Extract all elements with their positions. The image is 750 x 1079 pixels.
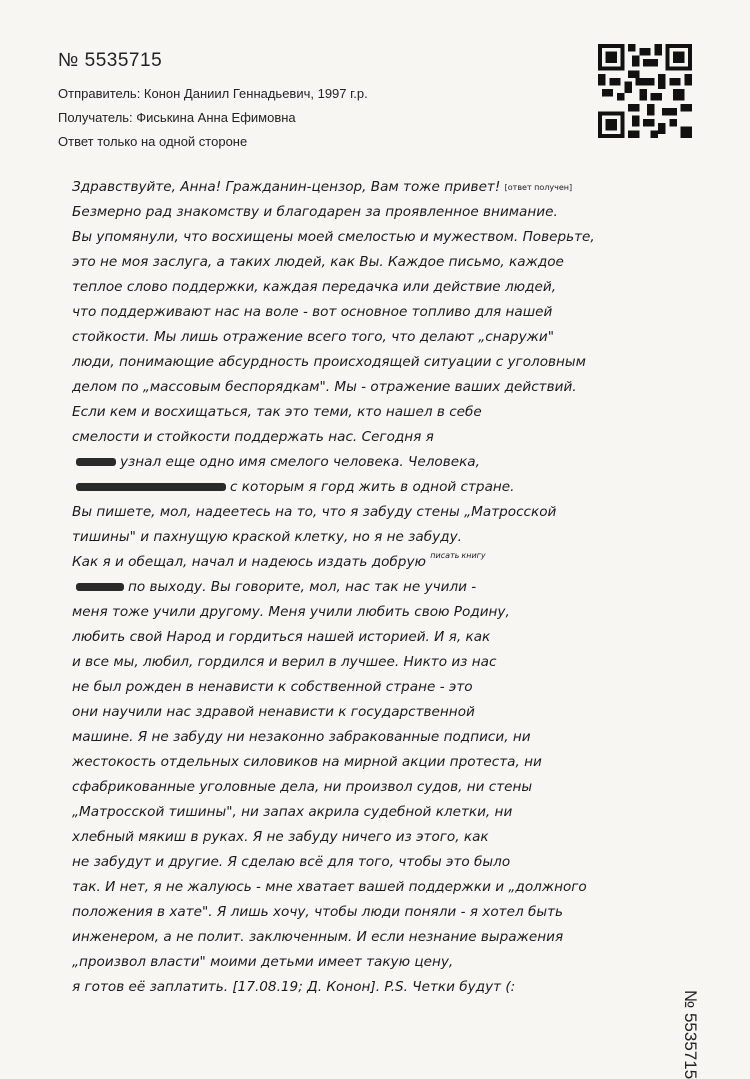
letter-line: Если кем и восхищаться, так это теми, кто нашел в себе (72, 404, 482, 420)
letter-line: любить свой Народ и гордиться нашей историей. И я, как (72, 629, 491, 645)
letter-line: жестокость отдельных силовиков на мирной акции протеста, ни (72, 754, 542, 770)
letter-number: № 5535715 (58, 50, 163, 71)
letter-line: с которым я горд жить в одной стране. (72, 475, 724, 500)
letter-line: по выходу. Вы говорите, мол, нас так не учили - (72, 575, 724, 600)
qr-code-icon (598, 44, 692, 138)
letter-line: машине. Я не забуду ни незаконно забракованные подписи, ни (72, 729, 531, 745)
redaction-mark (76, 583, 124, 591)
letter-line: Здравствуйте, Анна! Гражданин-цензор, Вам тоже привет! [ответ получен] (72, 179, 573, 195)
recipient-line: Получатель: Фиськина Анна Ефимовна (58, 110, 296, 125)
letter-line: Вы упомянули, что восхищены моей смелостью и мужеством. Поверьте, (72, 229, 595, 245)
inserted-word: книгу (461, 551, 486, 560)
letter-line: Вы пишете, мол, надеетесь на то, что я забуду стены „Матросской (72, 504, 557, 520)
redaction-mark (76, 458, 116, 466)
letter-line: люди, понимающие абсурдность происходящей ситуации с уголовным (72, 354, 586, 370)
letter-line: „Матросской тишины", ни запах акрила судебной клетки, ни (72, 804, 513, 820)
handwritten-letter (72, 175, 724, 1000)
letter-line: смелости и стойкости поддержать нас. Сегодня я (72, 429, 434, 445)
inserted-word: писать (430, 551, 460, 560)
letter-line: это не моя заслуга, а таких людей, как Вы. Каждое письмо, каждое (72, 254, 564, 270)
letter-line: инженером, а не полит. заключенным. И если незнание выражения (72, 929, 564, 945)
redaction-mark (76, 483, 226, 491)
letter-line: тишины" и пахнущую краской клетку, но я не забуду. (72, 529, 462, 545)
letter-line: сфабрикованные уголовные дела, ни произвол судов, ни стены (72, 779, 533, 795)
letter-line: теплое слово поддержки, каждая передачка или действие людей, (72, 279, 557, 295)
letter-line: не был рожден в ненависти к собственной стране - это (72, 679, 473, 695)
letter-line: что поддерживают нас на воле - вот основное топливо для нашей (72, 304, 553, 320)
letter-line: и все мы, любил, гордился и верил в лучшее. Никто из нас (72, 654, 497, 670)
sender-line: Отправитель: Конон Даниил Геннадьевич, 1997 г.р. (58, 86, 368, 101)
letter-line: так. И нет, я не жалуюсь - мне хватает вашей поддержки и „должного (72, 879, 587, 895)
letter-line: „произвол власти" моими детьми имеет такую цену, (72, 954, 454, 970)
letter-line: узнал еще одно имя смелого человека. Человека, (72, 450, 724, 475)
letter-line: Как я и обещал, начал и надеюсь издать добрую $^{писать}$ $^{книгу}$ (72, 551, 486, 570)
letter-line: я готов её заплатить. [17.08.19; Д. Конон]. P.S. Четки будут (: (72, 979, 516, 995)
letter-line: хлебный мякиш в руках. Я не забуду ничего из этого, как (72, 829, 489, 845)
letter-line: Безмерно рад знакомству и благодарен за проявленное внимание. (72, 204, 558, 220)
letter-line: меня тоже учили другому. Меня учили любить свою Родину, (72, 604, 510, 620)
letter-line: не забудут и другие. Я сделаю всё для того, чтобы это было (72, 854, 511, 870)
censor-note: [ответ получен] (504, 183, 573, 192)
letter-line: стойкости. Мы лишь отражение всего того, что делают „снаружи" (72, 329, 554, 345)
side-letter-number: № 5535715 (681, 990, 700, 1079)
reply-note: Ответ только на одной стороне (58, 134, 248, 149)
letter-line: делом по „массовым беспорядкам". Мы - отражение ваших действий. (72, 379, 577, 395)
letter-line: они научили нас здравой ненависти к государственной (72, 704, 475, 720)
letter-line: положения в хате". Я лишь хочу, чтобы люди поняли - я хотел быть (72, 904, 563, 920)
